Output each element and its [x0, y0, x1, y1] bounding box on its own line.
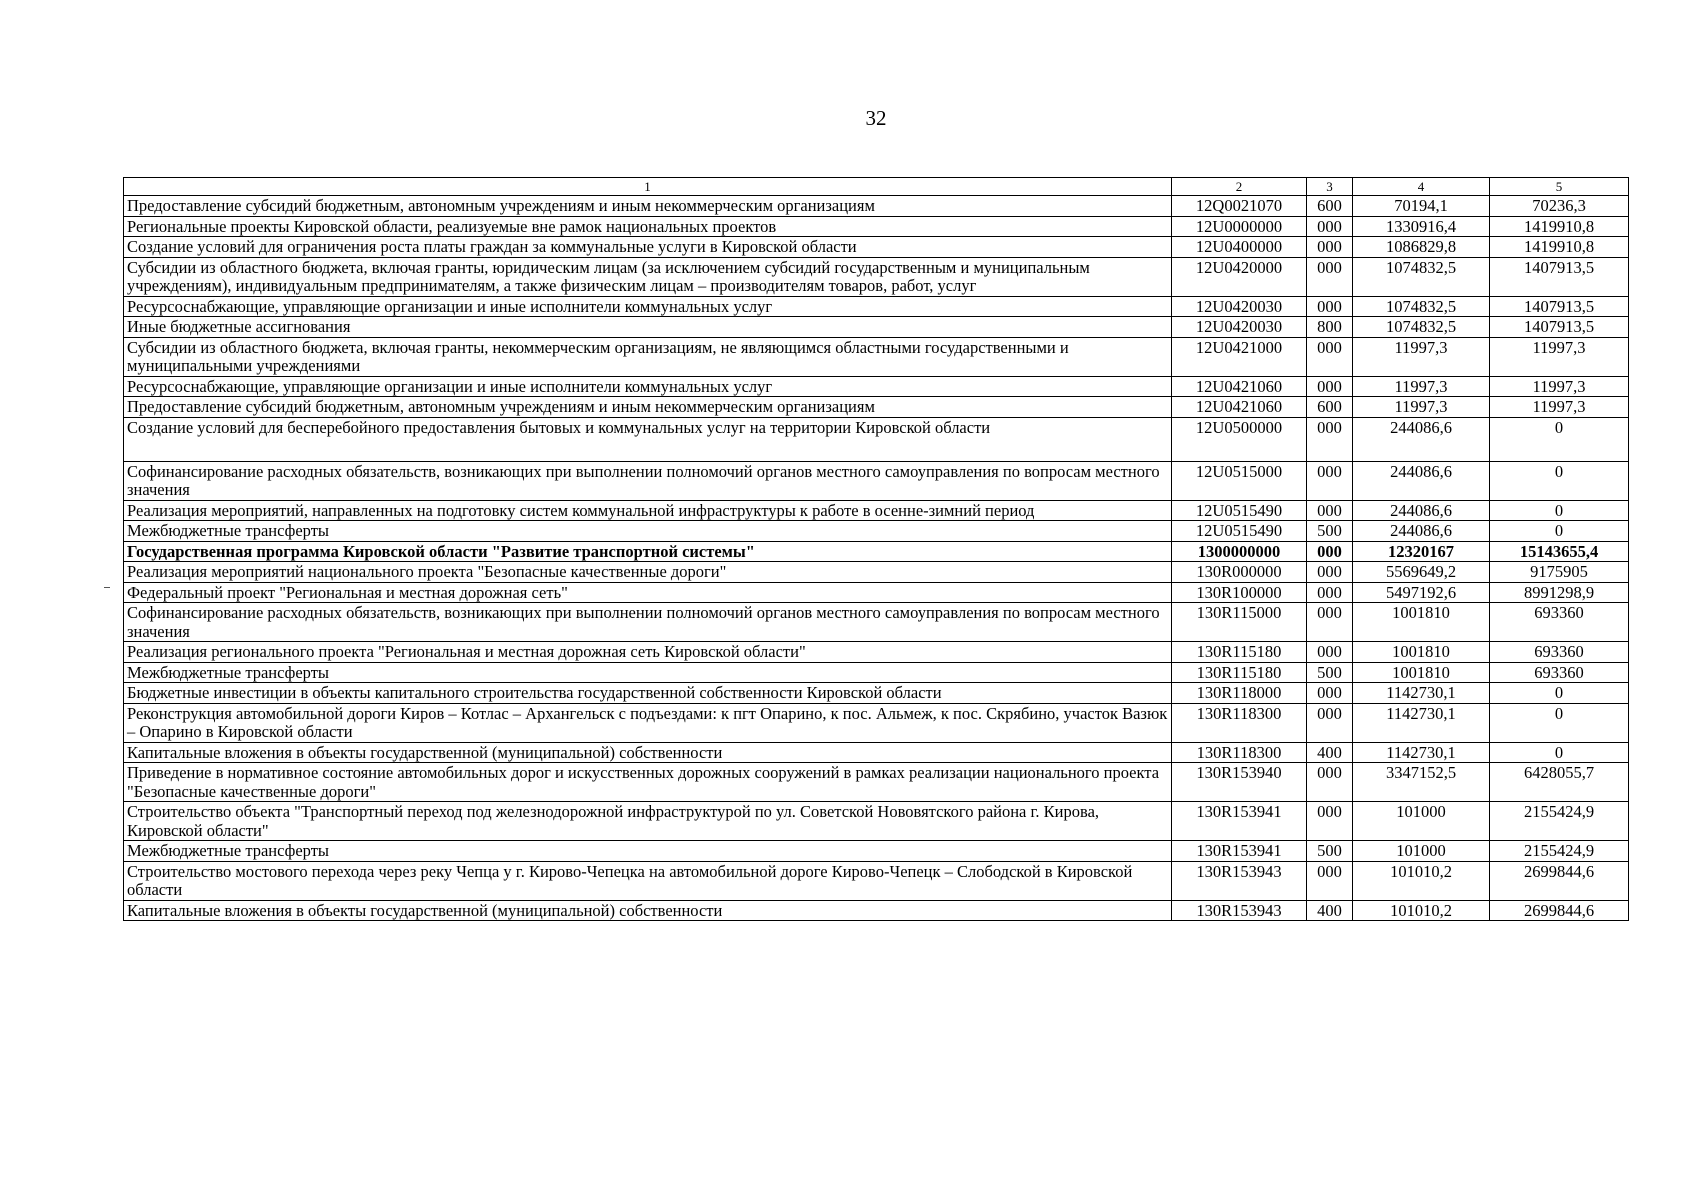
- row-expense-type-cell: 000: [1307, 683, 1353, 704]
- row-code-cell: 12U0000000: [1172, 216, 1307, 237]
- row-expense-type-cell: 000: [1307, 461, 1353, 500]
- row-code-cell: 1300000000: [1172, 541, 1307, 562]
- row-value-2021-cell: 0: [1490, 521, 1629, 542]
- row-code-cell: 12U0500000: [1172, 417, 1307, 461]
- row-value-2021-cell: 1419910,8: [1490, 237, 1629, 258]
- row-expense-type-cell: 600: [1307, 397, 1353, 418]
- table-row: [124, 742, 1629, 763]
- row-value-2021-cell: 0: [1490, 703, 1629, 742]
- row-name-cell: Межбюджетные трансферты: [124, 662, 1172, 683]
- row-value-2021-cell: 0: [1490, 500, 1629, 521]
- row-value-2020-cell: 1074832,5: [1353, 257, 1490, 296]
- row-code-cell: 12Q0021070: [1172, 196, 1307, 217]
- row-expense-type-cell: 000: [1307, 562, 1353, 583]
- row-value-2020-cell: 1086829,8: [1353, 237, 1490, 258]
- row-code-cell: 130R118300: [1172, 742, 1307, 763]
- row-value-2020-cell: 11997,3: [1353, 397, 1490, 418]
- row-expense-type-cell: 400: [1307, 742, 1353, 763]
- row-expense-type-cell: 000: [1307, 703, 1353, 742]
- row-value-2021-cell: 2155424,9: [1490, 841, 1629, 862]
- row-name-cell: Государственная программа Кировской области "Развитие транспортной системы": [124, 541, 1172, 562]
- row-value-2021-cell: 15143655,4: [1490, 541, 1629, 562]
- row-code-cell: 130R118000: [1172, 683, 1307, 704]
- row-value-2020-cell: 3347152,5: [1353, 763, 1490, 802]
- row-name-cell: Субсидии из областного бюджета, включая гранты, некоммерческим организациям, не являющимся областными государственными и муниципальными учреждениями: [124, 337, 1172, 376]
- row-code-cell: 12U0420000: [1172, 257, 1307, 296]
- table-row: [124, 417, 1629, 461]
- row-value-2021-cell: 693360: [1490, 642, 1629, 663]
- row-value-2020-cell: 101000: [1353, 802, 1490, 841]
- table-row: [124, 337, 1629, 376]
- row-value-2020-cell: 101010,2: [1353, 861, 1490, 900]
- row-value-2021-cell: 9175905: [1490, 562, 1629, 583]
- table-row: [124, 841, 1629, 862]
- row-expense-type-cell: 000: [1307, 417, 1353, 461]
- row-expense-type-cell: 000: [1307, 861, 1353, 900]
- row-value-2021-cell: 8991298,9: [1490, 582, 1629, 603]
- row-name-cell: Бюджетные инвестиции в объекты капитального строительства государственной собственности Кировской области: [124, 683, 1172, 704]
- row-value-2021-cell: 693360: [1490, 603, 1629, 642]
- row-expense-type-cell: 000: [1307, 802, 1353, 841]
- row-value-2020-cell: 1142730,1: [1353, 742, 1490, 763]
- row-name-cell: Предоставление субсидий бюджетным, автономным учреждениям и иным некоммерческим организациям: [124, 196, 1172, 217]
- row-value-2021-cell: 11997,3: [1490, 376, 1629, 397]
- row-name-cell: Предоставление субсидий бюджетным, автономным учреждениям и иным некоммерческим организациям: [124, 397, 1172, 418]
- row-value-2021-cell: 0: [1490, 683, 1629, 704]
- row-value-2020-cell: 101000: [1353, 841, 1490, 862]
- row-code-cell: 130R115180: [1172, 662, 1307, 683]
- row-value-2021-cell: 1407913,5: [1490, 257, 1629, 296]
- header-cell: 2: [1172, 178, 1307, 196]
- row-code-cell: 130R100000: [1172, 582, 1307, 603]
- row-expense-type-cell: 500: [1307, 841, 1353, 862]
- row-code-cell: 12U0420030: [1172, 296, 1307, 317]
- row-code-cell: 130R153943: [1172, 900, 1307, 921]
- row-code-cell: 130R153941: [1172, 802, 1307, 841]
- row-expense-type-cell: 000: [1307, 500, 1353, 521]
- row-name-cell: Реализация мероприятий национального проекта "Безопасные качественные дороги": [124, 562, 1172, 583]
- row-value-2020-cell: 1330916,4: [1353, 216, 1490, 237]
- table-row: [124, 296, 1629, 317]
- table-header-row: [124, 178, 1629, 196]
- row-code-cell: 12U0515000: [1172, 461, 1307, 500]
- row-value-2020-cell: 1074832,5: [1353, 296, 1490, 317]
- table-row: [124, 500, 1629, 521]
- table-row: [124, 541, 1629, 562]
- row-code-cell: 130R153941: [1172, 841, 1307, 862]
- row-value-2021-cell: 0: [1490, 742, 1629, 763]
- row-name-cell: Межбюджетные трансферты: [124, 841, 1172, 862]
- row-value-2020-cell: 5569649,2: [1353, 562, 1490, 583]
- row-value-2020-cell: 11997,3: [1353, 376, 1490, 397]
- row-code-cell: 130R118300: [1172, 703, 1307, 742]
- table-row: [124, 703, 1629, 742]
- row-name-cell: Софинансирование расходных обязательств, возникающих при выполнении полномочий органов местного самоуправления по вопросам местного значения: [124, 603, 1172, 642]
- row-value-2021-cell: 2699844,6: [1490, 861, 1629, 900]
- table-row: [124, 237, 1629, 258]
- row-code-cell: 130R115180: [1172, 642, 1307, 663]
- row-value-2020-cell: 1001810: [1353, 603, 1490, 642]
- row-value-2021-cell: 0: [1490, 417, 1629, 461]
- table-row: [124, 861, 1629, 900]
- row-value-2021-cell: 11997,3: [1490, 397, 1629, 418]
- row-value-2021-cell: 1419910,8: [1490, 216, 1629, 237]
- table-row: [124, 562, 1629, 583]
- page-number: 32: [865, 106, 887, 130]
- table-row: [124, 603, 1629, 642]
- row-name-cell: Субсидии из областного бюджета, включая гранты, юридическим лицам (за исключением субсидий государственным и муниципальным учреждениям), индивидуальным предпринимателям, а также физическим лицам – производителям товаров, работ, услуг: [124, 257, 1172, 296]
- row-code-cell: 130R000000: [1172, 562, 1307, 583]
- header-cell: 1: [124, 178, 1172, 196]
- row-name-cell: Реализация мероприятий, направленных на подготовку систем коммунальной инфраструктуры к работе в осенне-зимний период: [124, 500, 1172, 521]
- table-row: [124, 317, 1629, 338]
- row-expense-type-cell: 000: [1307, 237, 1353, 258]
- table-row: [124, 257, 1629, 296]
- row-value-2020-cell: 1001810: [1353, 642, 1490, 663]
- row-name-cell: Приведение в нормативное состояние автомобильных дорог и искусственных дорожных сооружений в рамках реализации национального проекта "Безопасные качественные дороги": [124, 763, 1172, 802]
- row-value-2020-cell: 244086,6: [1353, 461, 1490, 500]
- row-name-cell: Капитальные вложения в объекты государственной (муниципальной) собственности: [124, 900, 1172, 921]
- row-code-cell: 12U0420030: [1172, 317, 1307, 338]
- row-expense-type-cell: 000: [1307, 296, 1353, 317]
- row-expense-type-cell: 000: [1307, 257, 1353, 296]
- row-expense-type-cell: 000: [1307, 642, 1353, 663]
- row-value-2021-cell: 1407913,5: [1490, 296, 1629, 317]
- row-value-2020-cell: 244086,6: [1353, 417, 1490, 461]
- row-code-cell: 12U0421060: [1172, 376, 1307, 397]
- row-code-cell: 12U0515490: [1172, 521, 1307, 542]
- table-row: [124, 216, 1629, 237]
- row-code-cell: 12U0421000: [1172, 337, 1307, 376]
- row-value-2020-cell: 11997,3: [1353, 337, 1490, 376]
- row-value-2020-cell: 70194,1: [1353, 196, 1490, 217]
- row-name-cell: Федеральный проект "Региональная и местная дорожная сеть": [124, 582, 1172, 603]
- table-row: [124, 763, 1629, 802]
- row-expense-type-cell: 600: [1307, 196, 1353, 217]
- row-value-2020-cell: 5497192,6: [1353, 582, 1490, 603]
- row-value-2020-cell: 12320167: [1353, 541, 1490, 562]
- row-value-2020-cell: 1142730,1: [1353, 703, 1490, 742]
- row-expense-type-cell: 000: [1307, 582, 1353, 603]
- table-row: [124, 397, 1629, 418]
- row-value-2020-cell: 244086,6: [1353, 521, 1490, 542]
- table-row: [124, 196, 1629, 217]
- row-value-2021-cell: 1407913,5: [1490, 317, 1629, 338]
- row-name-cell: Реконструкция автомобильной дороги Киров – Котлас – Архангельск с подъездами: к пгт Опарино, к пос. Альмеж, к пос. Скрябино, участок Вазюк – Опарино в Кировской области: [124, 703, 1172, 742]
- row-name-cell: Софинансирование расходных обязательств, возникающих при выполнении полномочий органов местного самоуправления по вопросам местного значения: [124, 461, 1172, 500]
- row-expense-type-cell: 500: [1307, 662, 1353, 683]
- row-code-cell: 130R115000: [1172, 603, 1307, 642]
- row-name-cell: Реализация регионального проекта "Региональная и местная дорожная сеть Кировской области": [124, 642, 1172, 663]
- row-name-cell: Ресурсоснабжающие, управляющие организации и иные исполнители коммунальных услуг: [124, 296, 1172, 317]
- table-row: [124, 461, 1629, 500]
- row-name-cell: Ресурсоснабжающие, управляющие организации и иные исполнители коммунальных услуг: [124, 376, 1172, 397]
- table-row: [124, 662, 1629, 683]
- row-value-2020-cell: 1001810: [1353, 662, 1490, 683]
- table-row: [124, 900, 1629, 921]
- row-value-2021-cell: 2155424,9: [1490, 802, 1629, 841]
- row-value-2021-cell: 6428055,7: [1490, 763, 1629, 802]
- row-expense-type-cell: 500: [1307, 521, 1353, 542]
- budget-table: [123, 177, 1629, 921]
- header-cell: 3: [1307, 178, 1353, 196]
- row-value-2021-cell: 11997,3: [1490, 337, 1629, 376]
- row-expense-type-cell: 000: [1307, 216, 1353, 237]
- row-name-cell: Иные бюджетные ассигнования: [124, 317, 1172, 338]
- row-name-cell: Межбюджетные трансферты: [124, 521, 1172, 542]
- scan-mark: [104, 587, 110, 588]
- row-value-2020-cell: 1142730,1: [1353, 683, 1490, 704]
- row-value-2020-cell: 101010,2: [1353, 900, 1490, 921]
- row-expense-type-cell: 400: [1307, 900, 1353, 921]
- row-code-cell: 130R153943: [1172, 861, 1307, 900]
- row-name-cell: Капитальные вложения в объекты государственной (муниципальной) собственности: [124, 742, 1172, 763]
- table-row: [124, 376, 1629, 397]
- row-value-2021-cell: 70236,3: [1490, 196, 1629, 217]
- row-code-cell: 12U0421060: [1172, 397, 1307, 418]
- table-row: [124, 521, 1629, 542]
- row-expense-type-cell: 000: [1307, 337, 1353, 376]
- row-name-cell: Строительство мостового перехода через реку Чепца у г. Кирово-Чепецка на автомобильной дороге Кирово-Чепецк – Слободской в Кировской области: [124, 861, 1172, 900]
- table-row: [124, 582, 1629, 603]
- row-name-cell: Региональные проекты Кировской области, реализуемые вне рамок национальных проектов: [124, 216, 1172, 237]
- row-value-2020-cell: 244086,6: [1353, 500, 1490, 521]
- row-name-cell: Создание условий для ограничения роста платы граждан за коммунальные услуги в Кировской области: [124, 237, 1172, 258]
- row-code-cell: 12U0515490: [1172, 500, 1307, 521]
- row-expense-type-cell: 800: [1307, 317, 1353, 338]
- table-row: [124, 802, 1629, 841]
- header-cell: 4: [1353, 178, 1490, 196]
- row-code-cell: 12U0400000: [1172, 237, 1307, 258]
- row-value-2021-cell: 0: [1490, 461, 1629, 500]
- row-value-2021-cell: 2699844,6: [1490, 900, 1629, 921]
- row-name-cell: Создание условий для бесперебойного предоставления бытовых и коммунальных услуг на территории Кировской области: [124, 417, 1172, 461]
- row-expense-type-cell: 000: [1307, 603, 1353, 642]
- table-row: [124, 683, 1629, 704]
- table-row: [124, 642, 1629, 663]
- row-expense-type-cell: 000: [1307, 763, 1353, 802]
- row-code-cell: 130R153940: [1172, 763, 1307, 802]
- row-value-2021-cell: 693360: [1490, 662, 1629, 683]
- header-cell: 5: [1490, 178, 1629, 196]
- row-name-cell: Строительство объекта "Транспортный переход под железнодорожной инфраструктурой по ул. Советской Нововятского района г. Кирова, Кировской области": [124, 802, 1172, 841]
- row-value-2020-cell: 1074832,5: [1353, 317, 1490, 338]
- row-expense-type-cell: 000: [1307, 541, 1353, 562]
- row-expense-type-cell: 000: [1307, 376, 1353, 397]
